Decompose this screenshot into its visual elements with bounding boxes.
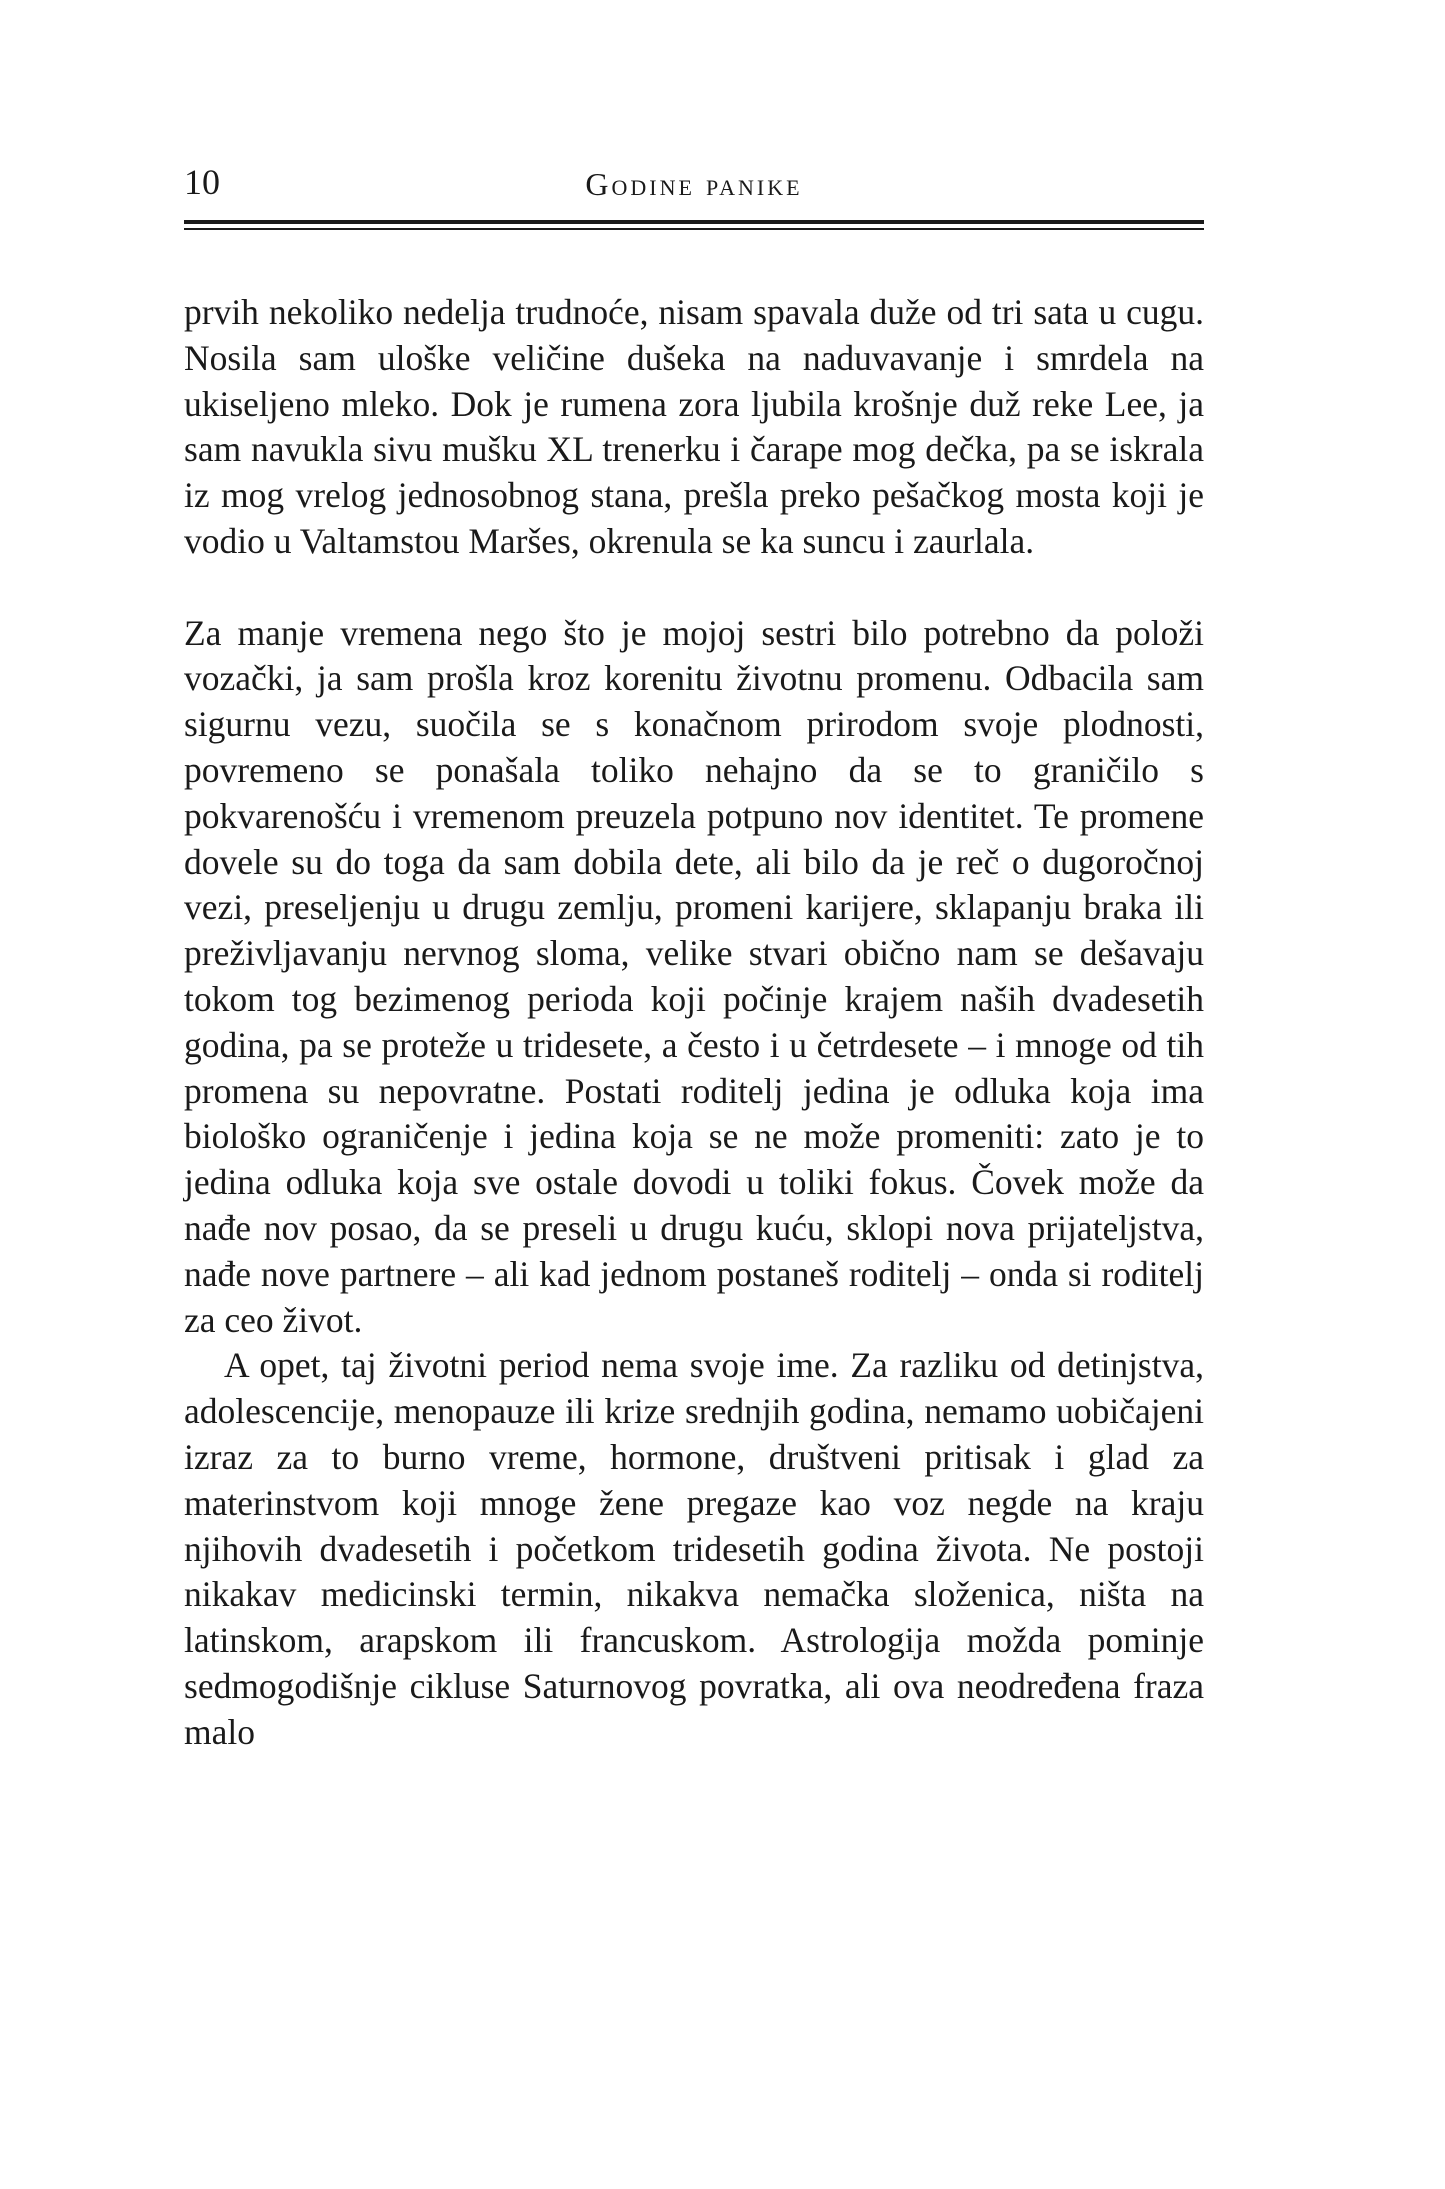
body-text xyxy=(184,290,1204,1756)
page-number: 10 xyxy=(184,162,220,202)
paragraph-2: Za manje vremena nego što je mojoj sestri bilo potrebno da položi vozački, ja sam prošla kroz korenitu životnu promenu. Odbacila sam sigurnu vezu, suočila se s konačnom prirodom svoje plodnosti, povremeno se ponašala toliko nehajno da se to graničilo s pokvarenošću i vremenom preuzela potpuno nov identitet. Te promene dovele su do toga da sam dobila dete, ali bilo da je reč o dugoročnoj vezi, preseljenju u drugu zemlju, promeni karijere, sklapanju braka ili preživljavanju nervnog sloma, velike stvari obično nam se dešavaju tokom tog bezimenog perioda koji počinje krajem naših dvadesetih godina, pa se proteže u tridesete, a često i u četrdesete – i mnoge od tih promena su nepovratne. Postati roditelj jedina je odluka koja ima biološko ograničenje i jedina koja se ne može promeniti: zato je to jedina odluka koja sve ostale dovodi u toliki fokus. Čovek može da nađe nov posao, da se preseli u drugu kuću, sklopi nova prijateljstva, nađe nove partnere – ali kad jednom postaneš roditelj – onda si roditelj za ceo život. xyxy=(184,612,1204,1340)
page-header xyxy=(184,160,1204,220)
header-rule-thick xyxy=(184,220,1204,224)
header-rule-thin xyxy=(184,228,1204,230)
paragraph-1: prvih nekoliko nedelja trudnoće, nisam spavala duže od tri sata u cugu. Nosila sam uloške veličine dušeka na naduvavanje i smrdela na ukiseljeno mleko. Dok je rumena zora ljubila krošnje duž reke Lee, ja sam navukla sivu mušku XL trenerku i čarape mog dečka, pa se iskrala iz mog vrelog jednosobnog stana, prešla preko pešačkog mosta koji je vodio u Valtamstou Maršes, okrenula se ka suncu i zaurlala. xyxy=(184,292,1204,561)
paragraph-3: A opet, taj životni period nema svoje ime. Za razliku od detinjstva, adolescencije, menopauze ili krize srednjih godina, nemamo uobičajeni izraz za to burno vreme, hormone, društveni pritisak i glad za materinstvom koji mnoge žene pregaze kao voz negde na kraju njihovih dvadesetih i početkom tridesetih godina života. Ne postoji nikakav medicinski termin, nikakva nemačka složenica, ništa na latinskom, arapskom ili francuskom. Astrologija možda pominje sedmogodišnje cikluse Saturnovog povratka, ali ova neodređena fraza malo xyxy=(184,1345,1204,1752)
running-title: Godine panike xyxy=(585,166,803,202)
